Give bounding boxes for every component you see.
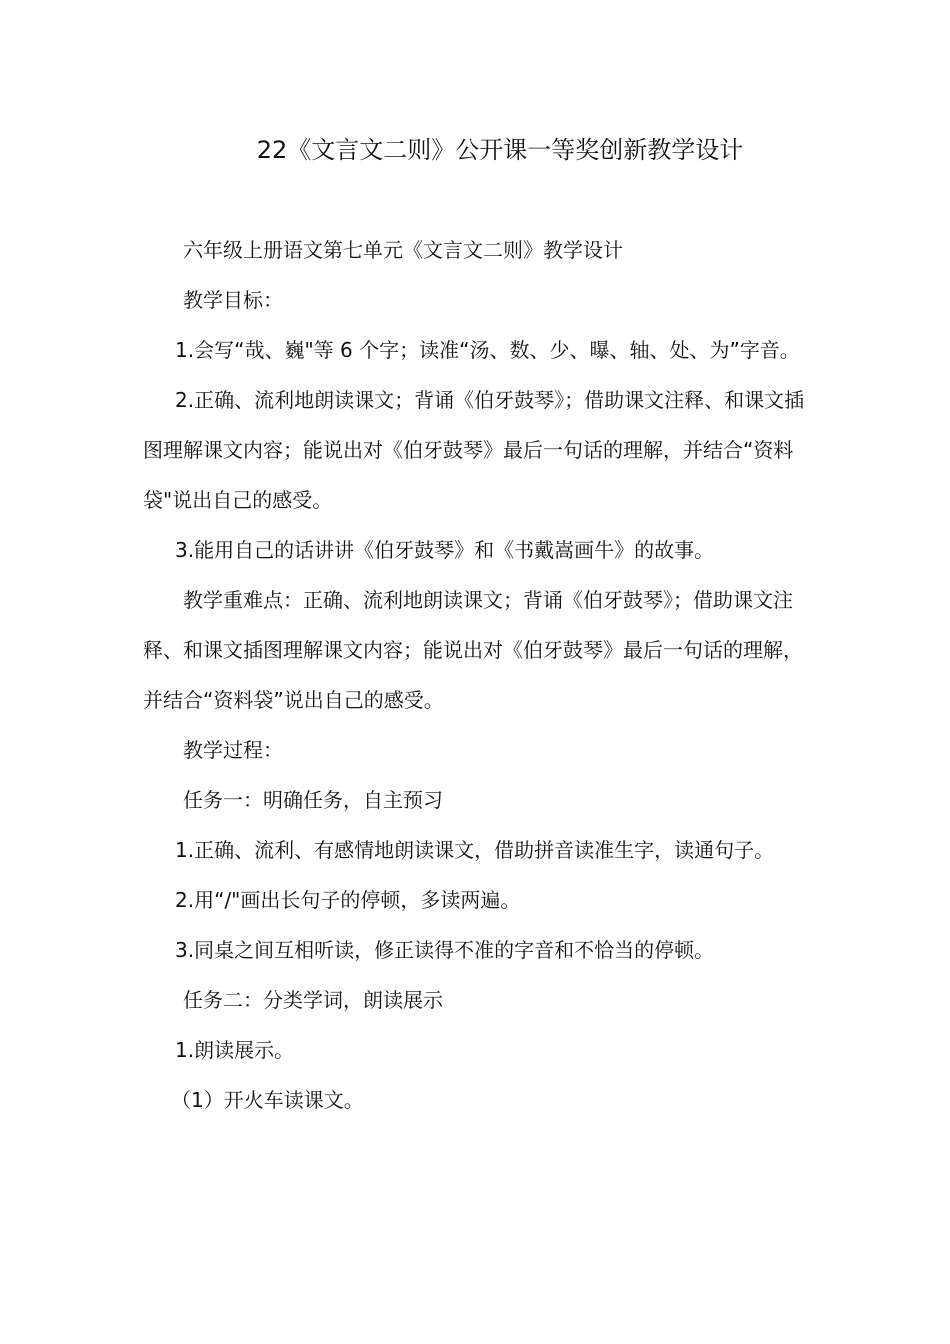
paragraph-objective-2: 2.正确、流利地朗读课文；背诵《伯牙鼓琴》；借助课文注释、和课文插图理解课文内容；能说出对《伯牙鼓琴》最后一句话的理解，并结合“资料袋"说出自己的感受。	[143, 388, 805, 512]
paragraph-subtitle: 六年级上册语文第七单元《文言文二则》教学设计	[183, 238, 623, 262]
document-body	[143, 225, 813, 1125]
paragraph-process-heading: 教学过程：	[183, 738, 283, 762]
document-title: 22《文言文二则》公开课一等奖创新教学设计	[256, 136, 744, 164]
paragraph-task-2-substep-1: （1）开火车读课文。	[171, 1088, 364, 1112]
paragraph-task-1-step-1: 1.正确、流利、有感情地朗读课文，借助拼音读准生字，读通句子。	[175, 838, 775, 862]
paragraph-task-2-heading: 任务二：分类学词，朗读展示	[183, 988, 443, 1012]
paragraph-task-1-step-3: 3.同桌之间互相听读，修正读得不准的字音和不恰当的停顿。	[175, 938, 715, 962]
paragraph-objectives-heading: 教学目标：	[183, 288, 283, 312]
paragraph-task-1-step-2: 2.用“/"画出长句子的停顿，多读两遍。	[175, 888, 521, 912]
paragraph-objective-3: 3.能用自己的话讲讲《伯牙鼓琴》和《书戴嵩画牛》的故事。	[175, 538, 715, 562]
paragraph-task-2-step-1: 1.朗读展示。	[175, 1038, 295, 1062]
paragraph-key-points: 教学重难点：正确、流利地朗读课文；背诵《伯牙鼓琴》；借助课文注释、和课文插图理解课文内容；能说出对《伯牙鼓琴》最后一句话的理解，并结合“资料袋”说出自己的感受。	[143, 588, 803, 712]
paragraph-task-1-heading: 任务一：明确任务，自主预习	[183, 788, 443, 812]
paragraph-objective-1: 1.会写“哉、巍"等 6 个字；读准“汤、数、少、曝、轴、处、为”字音。	[175, 338, 800, 362]
